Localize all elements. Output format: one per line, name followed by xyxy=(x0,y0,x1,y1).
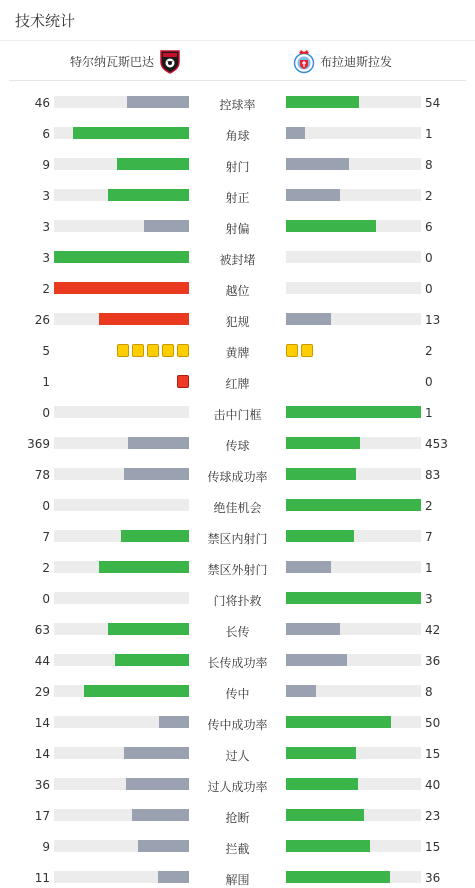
home-stat-value: 3 xyxy=(42,251,50,265)
home-stat-bar-fill xyxy=(128,437,189,449)
home-stat-value: 2 xyxy=(42,282,50,296)
away-stat-bar-fill xyxy=(286,840,370,852)
home-stat-bar-fill xyxy=(159,716,189,728)
home-stat-value: 11 xyxy=(34,871,50,885)
stat-label: 解围 xyxy=(225,873,250,887)
section-header xyxy=(0,0,475,41)
stat-row xyxy=(0,862,475,888)
away-stat-value: 42 xyxy=(425,623,441,637)
away-stat-bar-fill xyxy=(286,561,331,573)
home-stat-bar-fill xyxy=(54,251,189,263)
stat-row xyxy=(0,149,475,180)
away-stat-bar xyxy=(286,592,421,604)
home-stat-bar xyxy=(54,468,189,480)
stat-row xyxy=(0,459,475,490)
away-stat-bar-fill xyxy=(286,96,359,108)
away-team-name: 布拉迪斯拉发 xyxy=(320,54,393,69)
stat-label: 传球 xyxy=(225,439,250,453)
stat-label: 过人成功率 xyxy=(207,780,268,794)
teams-row xyxy=(9,41,466,81)
home-stat-bar-fill xyxy=(127,96,189,108)
away-cards xyxy=(286,344,313,357)
away-stat-bar xyxy=(286,747,421,759)
away-stat-bar xyxy=(286,437,421,449)
stat-label: 被封堵 xyxy=(219,253,256,267)
away-stat-value: 15 xyxy=(425,840,441,854)
away-team[interactable] xyxy=(293,41,392,81)
home-team[interactable] xyxy=(70,41,181,81)
home-stat-bar xyxy=(54,654,189,666)
home-stat-value: 17 xyxy=(34,809,50,823)
stat-label: 长传 xyxy=(225,625,250,639)
away-stat-bar xyxy=(286,685,421,697)
home-stat-value: 14 xyxy=(34,747,50,761)
home-stat-value: 7 xyxy=(42,530,50,544)
stat-label: 门将扑救 xyxy=(213,594,262,608)
away-stat-bar xyxy=(286,158,421,170)
home-stat-bar xyxy=(54,623,189,635)
away-stat-value: 3 xyxy=(425,592,433,606)
stat-row xyxy=(0,769,475,800)
home-stat-value: 0 xyxy=(42,592,50,606)
stat-row xyxy=(0,397,475,428)
home-stat-value: 29 xyxy=(34,685,50,699)
yellow-card-icon xyxy=(301,344,313,357)
home-stat-bar-fill xyxy=(138,840,189,852)
away-stat-bar-fill xyxy=(286,437,360,449)
away-stat-value: 36 xyxy=(425,654,441,668)
away-stat-bar xyxy=(286,220,421,232)
away-stat-bar-fill xyxy=(286,313,331,325)
away-stat-value: 50 xyxy=(425,716,441,730)
home-stat-value: 44 xyxy=(34,654,50,668)
stat-row xyxy=(0,242,475,273)
away-stat-bar-fill xyxy=(286,778,358,790)
stat-row xyxy=(0,180,475,211)
home-stat-value: 63 xyxy=(34,623,50,637)
away-stat-value: 13 xyxy=(425,313,441,327)
home-stat-value: 0 xyxy=(42,406,50,420)
away-stat-bar-fill xyxy=(286,530,354,542)
away-stat-value: 6 xyxy=(425,220,433,234)
home-stat-bar xyxy=(54,530,189,542)
away-stat-value: 7 xyxy=(425,530,433,544)
away-stat-bar xyxy=(286,871,421,883)
stat-label: 抢断 xyxy=(225,811,250,825)
stat-label: 角球 xyxy=(225,129,250,143)
home-stat-bar xyxy=(54,158,189,170)
home-stat-bar-fill xyxy=(99,313,189,325)
home-stat-bar xyxy=(54,127,189,139)
away-stat-bar-fill xyxy=(286,623,340,635)
stat-label: 传中成功率 xyxy=(207,718,268,732)
home-stat-bar xyxy=(54,685,189,697)
home-stat-bar-fill xyxy=(115,654,189,666)
away-stat-bar xyxy=(286,251,421,263)
home-stat-value: 26 xyxy=(34,313,50,327)
stat-label: 黄牌 xyxy=(225,346,250,360)
stat-label: 越位 xyxy=(225,284,250,298)
stat-row xyxy=(0,583,475,614)
away-stat-value: 40 xyxy=(425,778,441,792)
home-stat-bar-fill xyxy=(144,220,189,232)
stat-row xyxy=(0,118,475,149)
away-stat-bar xyxy=(286,406,421,418)
away-stat-value: 1 xyxy=(425,127,433,141)
stat-row xyxy=(0,211,475,242)
home-stat-bar xyxy=(54,499,189,511)
home-stat-value: 46 xyxy=(34,96,50,110)
home-stat-value: 9 xyxy=(42,840,50,854)
away-stat-bar xyxy=(286,778,421,790)
stat-row xyxy=(0,335,475,366)
stat-row xyxy=(0,521,475,552)
away-stat-bar xyxy=(286,840,421,852)
away-stat-bar-fill xyxy=(286,685,316,697)
away-stat-bar xyxy=(286,499,421,511)
home-stat-bar xyxy=(54,189,189,201)
away-stat-bar xyxy=(286,561,421,573)
away-stat-value: 0 xyxy=(425,375,433,389)
home-stat-bar-fill xyxy=(124,468,189,480)
away-stat-value: 2 xyxy=(425,499,433,513)
home-cards xyxy=(177,375,189,388)
home-stat-bar-fill xyxy=(132,809,189,821)
away-stat-bar-fill xyxy=(286,158,349,170)
away-stat-bar xyxy=(286,530,421,542)
home-stat-bar xyxy=(54,716,189,728)
home-stat-value: 3 xyxy=(42,220,50,234)
home-stat-value: 3 xyxy=(42,189,50,203)
home-stat-bar xyxy=(54,840,189,852)
stat-label: 射偏 xyxy=(225,222,250,236)
away-stat-bar xyxy=(286,716,421,728)
away-stat-value: 23 xyxy=(425,809,441,823)
home-stat-value: 6 xyxy=(42,127,50,141)
stat-row xyxy=(0,366,475,397)
away-stat-bar-fill xyxy=(286,592,421,604)
home-stat-value: 1 xyxy=(42,375,50,389)
home-stat-value: 14 xyxy=(34,716,50,730)
home-stat-bar xyxy=(54,96,189,108)
away-stat-bar-fill xyxy=(286,716,391,728)
spartak-trnava-crest-icon xyxy=(159,49,181,74)
away-stat-bar-fill xyxy=(286,468,356,480)
away-stat-value: 2 xyxy=(425,344,433,358)
stat-label: 禁区外射门 xyxy=(207,563,268,577)
away-stat-value: 15 xyxy=(425,747,441,761)
away-stat-bar xyxy=(286,623,421,635)
stat-row xyxy=(0,707,475,738)
home-stat-bar xyxy=(54,220,189,232)
stat-label: 射正 xyxy=(225,191,250,205)
stat-label: 绝佳机会 xyxy=(213,501,262,515)
stat-label: 过人 xyxy=(225,749,250,763)
yellow-card-icon xyxy=(132,344,144,357)
away-stat-value: 1 xyxy=(425,406,433,420)
stat-label: 传中 xyxy=(225,687,250,701)
stat-row xyxy=(0,273,475,304)
stat-row xyxy=(0,738,475,769)
yellow-card-icon xyxy=(162,344,174,357)
home-stat-bar-fill xyxy=(54,282,189,294)
stat-row xyxy=(0,87,475,118)
home-cards xyxy=(117,344,189,357)
away-stat-bar-fill xyxy=(286,406,421,418)
stat-row xyxy=(0,490,475,521)
yellow-card-icon xyxy=(177,344,189,357)
home-team-name: 特尔纳瓦斯巴达 xyxy=(69,54,154,69)
home-stat-bar xyxy=(54,747,189,759)
home-stat-bar-fill xyxy=(108,623,189,635)
home-stat-value: 2 xyxy=(42,561,50,575)
stat-label: 控球率 xyxy=(219,98,256,112)
stat-label: 禁区内射门 xyxy=(207,532,268,546)
away-stat-bar xyxy=(286,96,421,108)
away-stat-value: 1 xyxy=(425,561,433,575)
stat-label: 射门 xyxy=(225,160,250,174)
slovan-bratislava-crest-icon xyxy=(293,49,315,74)
stat-row xyxy=(0,428,475,459)
stat-row xyxy=(0,304,475,335)
away-stat-bar xyxy=(286,313,421,325)
away-stat-value: 453 xyxy=(425,437,448,451)
away-stat-value: 8 xyxy=(425,685,433,699)
home-stat-bar xyxy=(54,561,189,573)
away-stat-value: 54 xyxy=(425,96,441,110)
away-stat-bar-fill xyxy=(286,809,364,821)
away-stat-bar xyxy=(286,468,421,480)
stat-row xyxy=(0,831,475,862)
stat-row xyxy=(0,676,475,707)
section-title: 技术统计 xyxy=(15,12,76,30)
home-stat-bar-fill xyxy=(121,530,189,542)
yellow-card-icon xyxy=(117,344,129,357)
home-stat-bar-fill xyxy=(124,747,189,759)
home-stat-value: 369 xyxy=(27,437,50,451)
home-stat-bar xyxy=(54,406,189,418)
stat-row xyxy=(0,800,475,831)
away-stat-bar xyxy=(286,282,421,294)
home-stat-bar-fill xyxy=(158,871,189,883)
home-stat-bar xyxy=(54,809,189,821)
away-stat-bar-fill xyxy=(286,499,421,511)
away-stat-bar-fill xyxy=(286,747,356,759)
yellow-card-icon xyxy=(286,344,298,357)
home-stat-bar xyxy=(54,282,189,294)
home-stat-bar xyxy=(54,778,189,790)
away-stat-value: 0 xyxy=(425,282,433,296)
away-stat-value: 2 xyxy=(425,189,433,203)
red-card-icon xyxy=(177,375,189,388)
home-stat-bar xyxy=(54,313,189,325)
away-stat-bar-fill xyxy=(286,127,305,139)
away-stat-value: 8 xyxy=(425,158,433,172)
home-stat-bar-fill xyxy=(99,561,189,573)
away-stat-bar-fill xyxy=(286,654,347,666)
stat-row xyxy=(0,614,475,645)
away-stat-bar xyxy=(286,809,421,821)
home-stat-bar-fill xyxy=(108,189,189,201)
away-stat-value: 0 xyxy=(425,251,433,265)
away-stat-bar xyxy=(286,654,421,666)
home-stat-bar xyxy=(54,871,189,883)
stat-label: 长传成功率 xyxy=(207,656,268,670)
away-stat-bar xyxy=(286,127,421,139)
away-stat-value: 36 xyxy=(425,871,441,885)
away-stat-bar-fill xyxy=(286,871,390,883)
home-stat-value: 36 xyxy=(34,778,50,792)
away-stat-bar-fill xyxy=(286,220,376,232)
away-stat-bar xyxy=(286,189,421,201)
stat-label: 传球成功率 xyxy=(207,470,268,484)
home-stat-bar-fill xyxy=(84,685,189,697)
home-stat-value: 5 xyxy=(42,344,50,358)
stat-label: 犯规 xyxy=(225,315,250,329)
home-stat-value: 0 xyxy=(42,499,50,513)
home-stat-value: 9 xyxy=(42,158,50,172)
home-stat-bar xyxy=(54,592,189,604)
home-stat-bar-fill xyxy=(73,127,189,139)
away-stat-value: 83 xyxy=(425,468,441,482)
stat-label: 击中门框 xyxy=(213,408,262,422)
stat-row xyxy=(0,552,475,583)
stat-label: 拦截 xyxy=(225,842,250,856)
home-stat-bar-fill xyxy=(126,778,189,790)
home-stat-bar xyxy=(54,437,189,449)
home-stat-bar-fill xyxy=(117,158,189,170)
away-stat-bar-fill xyxy=(286,189,340,201)
yellow-card-icon xyxy=(147,344,159,357)
stat-label: 红牌 xyxy=(225,377,250,391)
home-stat-value: 78 xyxy=(34,468,50,482)
stat-row xyxy=(0,645,475,676)
home-stat-bar xyxy=(54,251,189,263)
